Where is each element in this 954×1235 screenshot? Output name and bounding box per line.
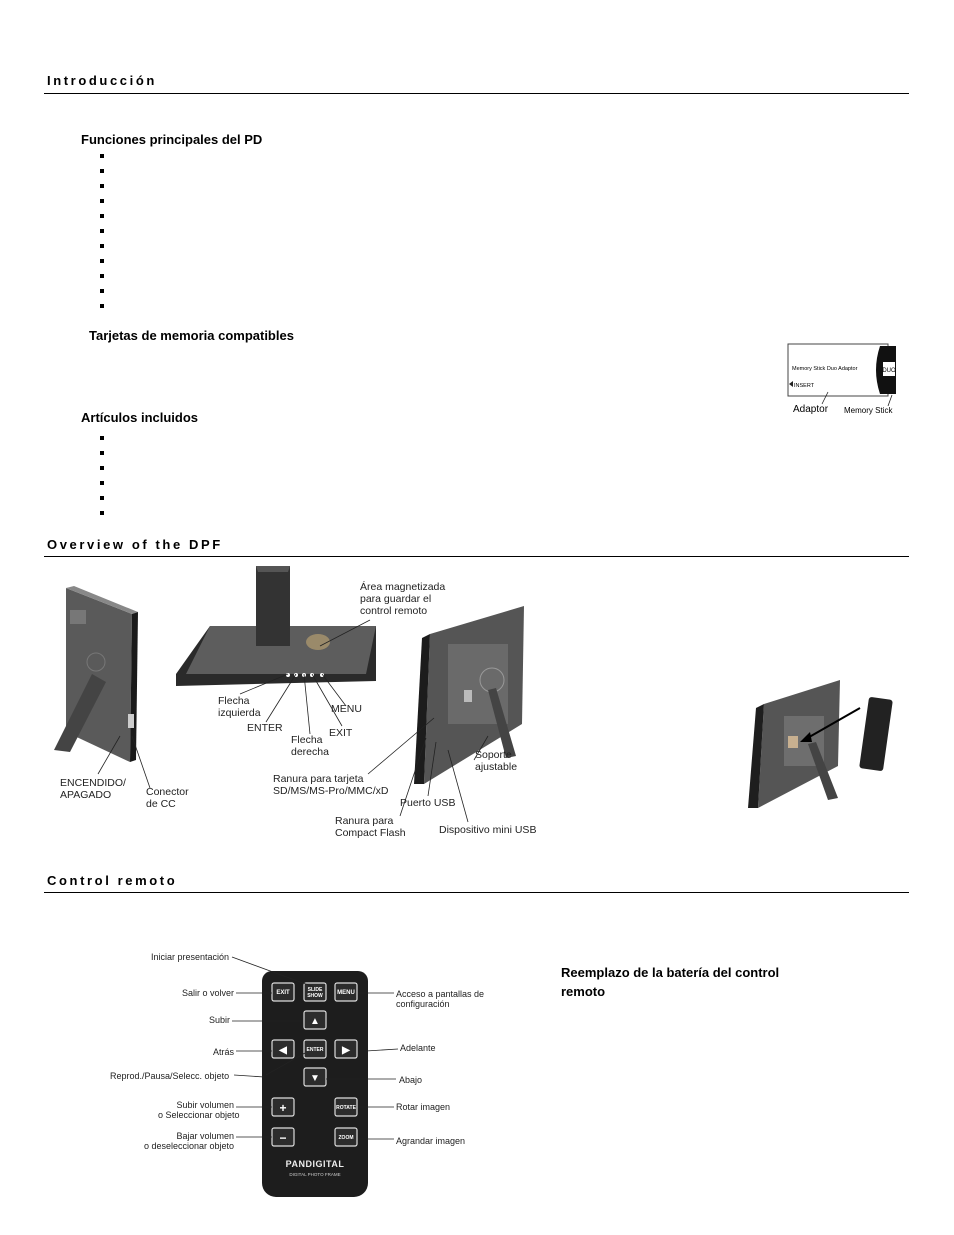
svg-text:▼: ▼ [310,1073,320,1084]
brand-subtitle: DIGITAL PHOTO FRAME [289,1172,341,1177]
battery-replacement-heading: Reemplazo de la batería del control remoto [561,965,780,999]
adaptor-card-text: Memory Stick Duo Adaptor [792,366,858,372]
section-rule [44,892,909,893]
label-back: Atrás [213,1047,235,1057]
svg-text:ZOOM: ZOOM [338,1135,354,1141]
label-dc-connector: Conector de CC [146,786,189,810]
included-heading: Artículos incluidos [81,410,199,425]
section-rule [44,556,909,557]
svg-text:▲: ▲ [310,1016,320,1027]
section-rule [44,93,909,94]
label-rotate: Rotar imagen [396,1102,451,1112]
svg-text:ENTER: ENTER [306,1047,324,1053]
label-mini-usb: Dispositivo mini USB [439,824,537,836]
label-enter: ENTER [247,722,283,734]
svg-text:ROTATE: ROTATE [336,1105,356,1111]
label-play-pause: Reprod./Pausa/Selecc. objeto [110,1071,230,1081]
label-stand: Soporte ajustable [475,749,518,773]
label-power: ENCENDIDO/ APAGADO [60,777,126,801]
remote-leader-lines [100,945,423,1165]
adaptor-insert-text: INSERT [794,383,815,389]
adaptor-label: Adaptor [793,404,829,415]
label-settings: Acceso a pantallas de configuración [396,989,485,1009]
svg-text:SLIDE: SLIDE [307,987,323,993]
label-menu: MENU [331,703,362,715]
svg-text:▶: ▶ [342,1045,350,1056]
label-zoom: Agrandar imagen [396,1136,466,1146]
label-cf-slot: Ranura para Compact Flash [335,815,406,839]
memory-stick-adaptor-illustration [780,340,900,420]
label-forward: Adelante [400,1043,436,1053]
svg-text:+: + [279,1101,287,1115]
label-sd-slot: Ranura para tarjeta SD/MS/MS-Pro/MMC/xD [273,773,389,797]
duo-text: DUO [882,368,896,374]
label-up: Subir [209,1015,231,1025]
features-heading: Funciones principales del PD [81,132,263,147]
label-start-slideshow: Iniciar presentación [151,952,230,962]
label-down: Abajo [399,1075,423,1085]
section-title-overview: Overview of the DPF [47,537,223,552]
label-exit-back: Salir o volver [182,988,235,998]
label-volume-down: Bajar volumen o deseleccionar objeto [143,1131,234,1151]
overview-leader-lines [0,560,560,840]
svg-text:EXIT: EXIT [276,990,290,996]
label-magnet-area: Área magnetizada para guardar el control remoto [360,581,446,617]
section-title-remote: Control remoto [47,873,178,888]
cards-heading: Tarjetas de memoria compatibles [89,328,294,343]
memory-stick-label: Memory Stick [844,406,893,415]
frame-with-remote-illustration [744,680,894,815]
label-left-arrow: Flecha izquierda [218,695,261,719]
section-title-intro: Introducción [47,73,157,88]
svg-text:◀: ◀ [279,1045,287,1056]
label-usb-port: Puerto USB [400,797,456,809]
label-exit: EXIT [329,727,353,739]
label-volume-up: Subir volumen o Seleccionar objeto [158,1100,240,1120]
svg-text:MENU: MENU [337,990,355,996]
svg-text:SHOW: SHOW [307,993,323,999]
label-right-arrow: Flecha derecha [291,734,329,758]
brand-logo: PANDIGITAL [285,1159,345,1169]
svg-text:−: − [279,1131,287,1145]
